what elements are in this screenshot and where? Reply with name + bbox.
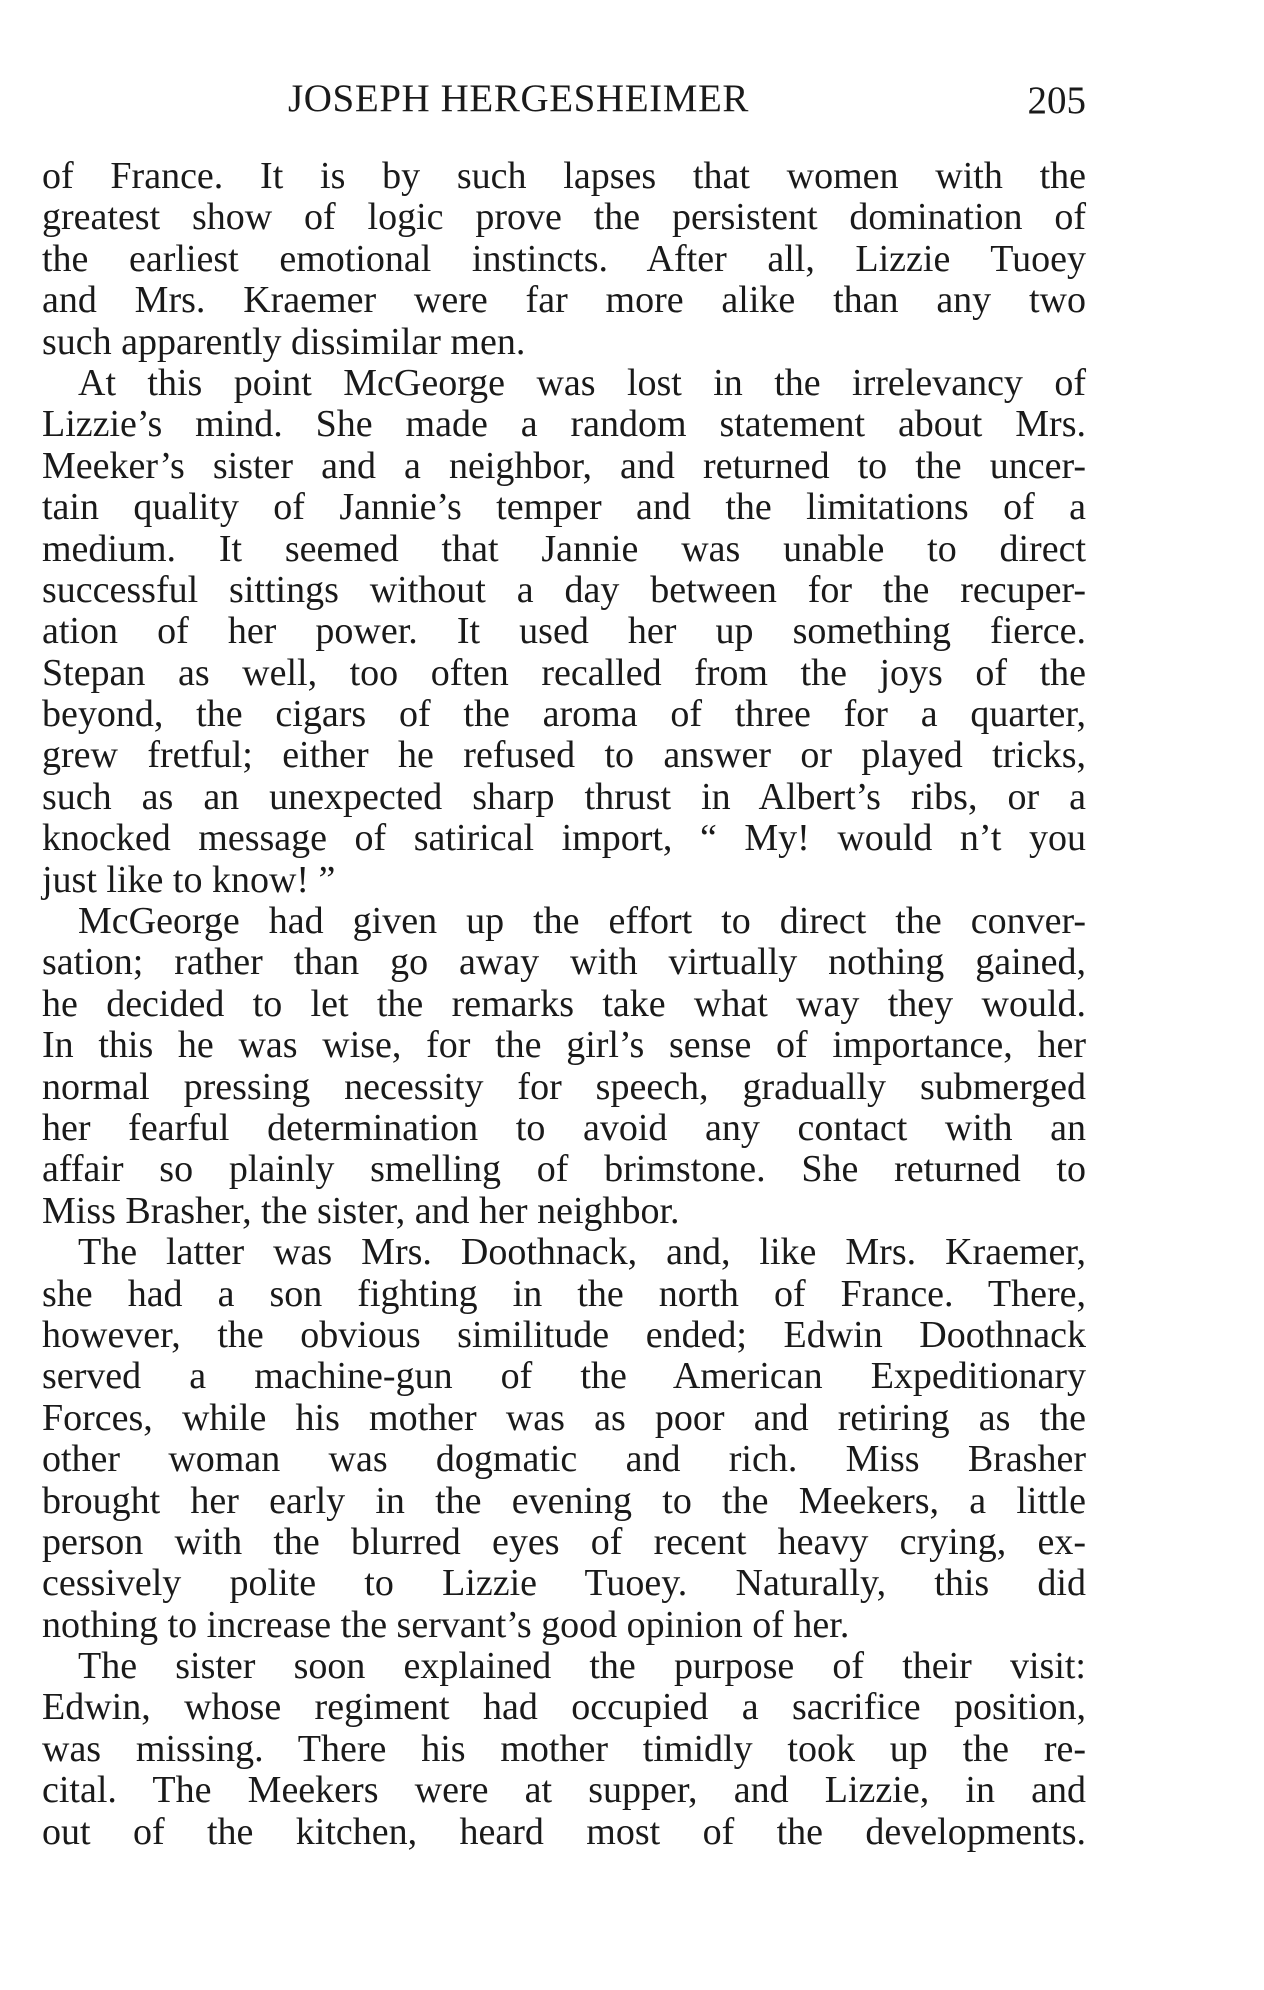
text-line: The latter was Mrs. Doothnack, and, like Mrs. Kraemer,: [78, 1231, 1086, 1274]
text-line: greatest show of logic prove the persistent domination of: [42, 196, 1086, 239]
text-line: served a machine-gun of the American Expeditionary: [42, 1355, 1086, 1398]
text-line: just like to know! ”: [42, 858, 336, 901]
text-line: beyond, the cigars of the aroma of three for a quarter,: [42, 693, 1086, 736]
text-line: person with the blurred eyes of recent heavy crying, ex-: [42, 1520, 1086, 1563]
text-line: such as an unexpected sharp thrust in Albert’s ribs, or a: [42, 775, 1086, 818]
text-line: Meeker’s sister and a neighbor, and returned to the uncer-: [42, 444, 1086, 487]
text-line: Miss Brasher, the sister, and her neighbor.: [42, 1189, 680, 1232]
text-line: other woman was dogmatic and rich. Miss Brasher: [42, 1438, 1086, 1481]
text-line: such apparently dissimilar men.: [42, 320, 526, 363]
text-line: normal pressing necessity for speech, gradually submerged: [42, 1065, 1086, 1108]
text-line: out of the kitchen, heard most of the developments.: [42, 1810, 1086, 1853]
text-line: of France. It is by such lapses that women with the: [42, 155, 1086, 197]
body-text: [42, 156, 1086, 1853]
text-line: The sister soon explained the purpose of their visit:: [78, 1645, 1086, 1688]
text-line: In this he was wise, for the girl’s sense of importance, her: [42, 1024, 1086, 1067]
text-line: the earliest emotional instincts. After all, Lizzie Tuoey: [42, 237, 1086, 280]
text-line: Edwin, whose regiment had occupied a sacrifice position,: [42, 1686, 1086, 1729]
text-line: she had a son fighting in the north of France. There,: [42, 1272, 1086, 1315]
text-line: Lizzie’s mind. She made a random statement about Mrs.: [42, 403, 1086, 446]
running-head: [42, 70, 1086, 130]
text-line: cital. The Meekers were at supper, and Lizzie, in and: [42, 1769, 1086, 1812]
page-number: 205: [1027, 79, 1086, 122]
text-line: and Mrs. Kraemer were far more alike than any two: [42, 279, 1086, 322]
text-line: Forces, while his mother was as poor and retiring as the: [42, 1396, 1086, 1439]
running-head-title: JOSEPH HERGESHEIMER: [288, 77, 750, 120]
text-line: her fearful determination to avoid any contact with an: [42, 1106, 1086, 1149]
text-line: knocked message of satirical import, “ My! would n’t you: [42, 817, 1086, 860]
text-line: tain quality of Jannie’s temper and the limitations of a: [42, 486, 1086, 529]
text-line: however, the obvious similitude ended; Edwin Doothnack: [42, 1313, 1086, 1356]
text-line: was missing. There his mother timidly took up the re-: [42, 1727, 1086, 1770]
text-line: nothing to increase the servant’s good opinion of her.: [42, 1603, 850, 1646]
text-line: medium. It seemed that Jannie was unable to direct: [42, 527, 1086, 570]
text-line: successful sittings without a day between for the recuper-: [42, 568, 1086, 611]
text-line: grew fretful; either he refused to answer or played tricks,: [42, 734, 1086, 777]
text-line: McGeorge had given up the effort to direct the conver-: [78, 900, 1086, 943]
text-line: cessively polite to Lizzie Tuoey. Naturally, this did: [42, 1562, 1086, 1605]
text-line: affair so plainly smelling of brimstone. She returned to: [42, 1148, 1086, 1191]
text-line: he decided to let the remarks take what way they would.: [42, 982, 1086, 1025]
text-line: Stepan as well, too often recalled from the joys of the: [42, 651, 1086, 694]
text-line: sation; rather than go away with virtually nothing gained,: [42, 941, 1086, 984]
text-line: ation of her power. It used her up something fierce.: [42, 610, 1086, 653]
text-line: At this point McGeorge was lost in the irrelevancy of: [78, 361, 1086, 404]
text-line: brought her early in the evening to the Meekers, a little: [42, 1479, 1086, 1522]
